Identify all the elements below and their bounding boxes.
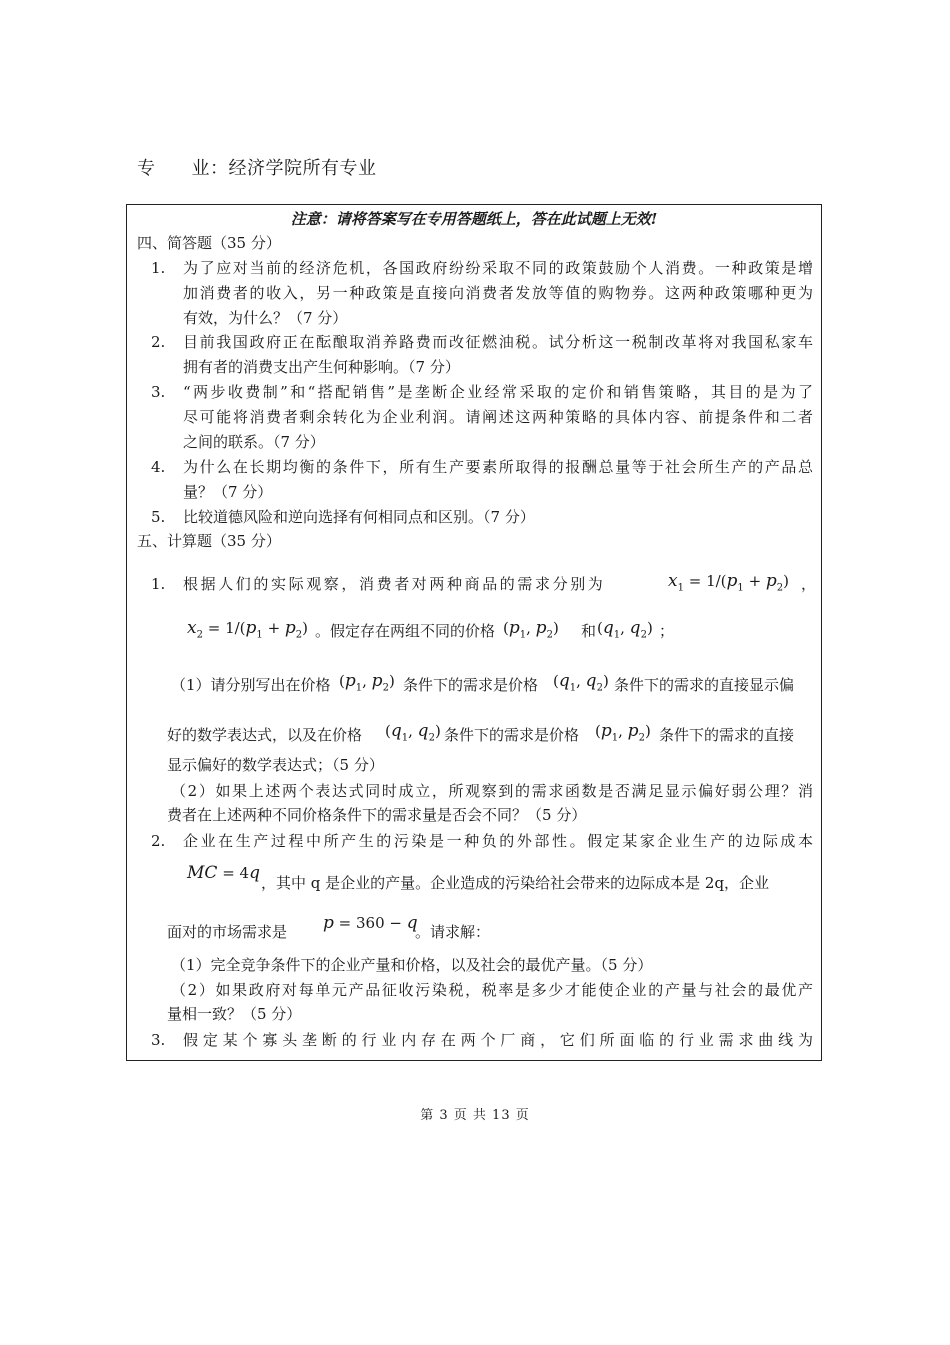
question-text: 。请求解：: [415, 923, 491, 941]
question-text: 比较道德风险和逆向选择有何相同点和区别。（7 分）: [183, 508, 535, 526]
formula-p: ($p_1$, $p_2$): [503, 618, 559, 641]
question-text: 假定某个寡头垄断的行业内存在两个厂商，它们所面临的行业需求曲线为: [183, 1031, 813, 1049]
question-text: 根据人们的实际观察，消费者对两种商品的需求分别为: [183, 575, 606, 593]
question-text: 有效，为什么？（7 分）: [183, 309, 348, 327]
question-text: 和: [581, 622, 597, 640]
subquestion-text: 显示偏好的数学表达式；（5 分）: [167, 756, 384, 774]
question-text: 加消费者的收入，另一种政策是直接向消费者发放等值的购物券。这两种政策哪种更为: [183, 284, 813, 302]
major-label-b: 业：经济学院所有专业: [191, 158, 377, 179]
question-text: 目前我国政府正在酝酿取消养路费而改征燃油税。试分析这一税制改革将对我国私家车: [183, 333, 813, 351]
formula-q: ($q_1$, $q_2$): [597, 618, 653, 641]
formula-demand: p = 360 − q: [323, 913, 418, 933]
question-text: 企业在生产过程中所产生的污染是一种负的外部性。假定某家企业生产的边际成本: [183, 832, 813, 850]
question-text: 为什么在长期均衡的条件下，所有生产要素所取得的报酬总量等于社会所生产的产品总: [183, 458, 813, 476]
subquestion-text: （2）如果政府对每单元产品征收污染税，税率是多少才能使企业的产量与社会的最优产: [171, 981, 813, 999]
formula-q: ($q_1$, $q_2$): [385, 721, 441, 744]
question-text: 量？（7 分）: [183, 483, 273, 501]
question-number: 4.: [151, 458, 166, 476]
question-number: 2.: [151, 333, 166, 351]
formula-p: ($p_1$, $p_2$): [339, 671, 395, 694]
question-number: 1.: [151, 259, 166, 277]
comma: ，: [801, 575, 817, 593]
question-number: 2.: [151, 832, 166, 850]
notice: 注意：请将答案写在专用答题纸上，答在此试题上无效!: [290, 210, 658, 228]
question-text: ，其中 q 是企业的产量。企业造成的污染给社会带来的边际成本是 2q，企业: [261, 874, 770, 892]
question-number: 3.: [151, 383, 166, 401]
subquestion-text: 条件下的需求是价格: [403, 676, 539, 694]
section-title: 五、计算题（35 分）: [137, 532, 281, 550]
question-number: 1.: [151, 575, 166, 593]
formula-x2: $x_2 = 1/(p_1 + p_2)$: [187, 618, 309, 641]
question-text: ；: [659, 622, 675, 640]
question-text: 面对的市场需求是: [167, 923, 288, 941]
question-box: [126, 204, 822, 1061]
formula-mc: MC = 4q: [187, 863, 260, 883]
major-label-a: 专: [137, 158, 156, 179]
question-text: 。假定存在两组不同的价格: [315, 622, 496, 640]
question-text: 之间的联系。（7 分）: [183, 433, 325, 451]
question-text: 拥有者的消费支出产生何种影响。（7 分）: [183, 358, 460, 376]
question-text: 为了应对当前的经济危机，各国政府纷纷采取不同的政策鼓励个人消费。一种政策是增: [183, 259, 813, 277]
subquestion-text: 费者在上述两种不同价格条件下的需求量是否会不同？（5 分）: [167, 806, 587, 824]
formula-x1: $x_1 = 1/(p_1 + p_2)$: [668, 571, 790, 594]
page-footer: 第 3 页 共 13 页: [420, 1108, 530, 1123]
formula-q: ($q_1$, $q_2$): [553, 671, 609, 694]
question-number: 5.: [151, 508, 166, 526]
subquestion-text: （1）请分别写出在价格: [171, 676, 331, 694]
question-text: “两步收费制”和“搭配销售”是垄断企业经常采取的定价和销售策略，其目的是为了: [183, 383, 813, 401]
subquestion-text: 量相一致？（5 分）: [167, 1005, 302, 1023]
subquestion-text: 条件下的需求的直接显示偏: [614, 676, 795, 694]
formula-p: ($p_1$, $p_2$): [595, 721, 651, 744]
subquestion-text: （1）完全竞争条件下的企业产量和价格，以及社会的最优产量。（5 分）: [171, 956, 653, 974]
subquestion-text: 条件下的需求的直接: [659, 726, 795, 744]
subquestion-text: （2）如果上述两个表达式同时成立，所观察到的需求函数是否满足显示偏好弱公理？消: [171, 782, 813, 800]
major-line: [137, 154, 377, 180]
question-number: 3.: [151, 1031, 166, 1049]
section-title: 四、简答题（35 分）: [137, 234, 281, 252]
question-text: 尽可能将消费者剩余转化为企业利润。请阐述这两种策略的具体内容、前提条件和二者: [183, 408, 813, 426]
subquestion-text: 条件下的需求是价格: [444, 726, 580, 744]
subquestion-text: 好的数学表达式，以及在价格: [167, 726, 363, 744]
